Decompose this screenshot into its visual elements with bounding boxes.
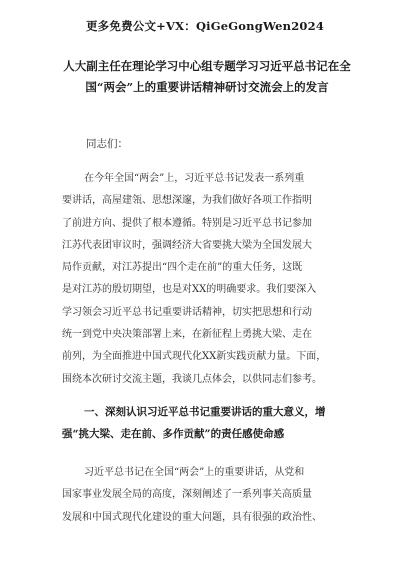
body-paragraph [62,462,356,529]
paragraph-line: 局作贡献，对江苏提出“四个走在前”的重大任务，这既 [62,262,303,274]
heading-line: 强“挑大梁、走在前、多作贡献”的责任感使命感 [62,428,285,440]
paragraph-line: 要讲话，高屋建瓴、思想深邃，为我们做好各项工作指明 [62,195,312,207]
paragraph-line: 统一到党中央决策部署上来，在新征程上勇挑大梁、走在 [62,329,312,341]
paragraph-line: 习近平总书记在全国“两会”上的重要讲话，从党和 [84,467,305,478]
paragraph-line: 发展和中国式现代化建设的重大问题，具有很强的政治性、 [62,511,322,523]
paragraph-line: 是对江苏的殷切期望，也是对XX的明确要求。我们要深入 [62,284,317,296]
paragraph-line: 围绕本次研讨交流主题，我谈几点体会，以供同志们参考。 [62,373,322,385]
watermark-header: 更多免费公文+VX：QiGeGongWen2024 [85,19,325,33]
section-heading [62,401,356,445]
paragraph-line: 在今年全国“两会”上，习近平总书记发表一系列重 [84,173,305,184]
heading-line: 一、深刻认识习近平总书记重要讲话的重大意义，增 [84,406,326,418]
paragraph-line: 江苏代表团审议时，强调经济大省要挑大梁为全国发展大 [62,239,312,251]
salutation: 同志们： [86,138,128,150]
title-line: 人大副主任在理论学习中心组专题学习习近平总书记在全 [63,59,351,73]
paragraph-line: 国家事业发展全局的高度，深刻阐述了一系列事关高质量 [62,489,312,501]
paragraph-line: 了前进方向、提供了根本遵循。特别是习近平总书记参加 [62,217,312,229]
document-title [52,56,362,98]
paragraph-line: 前列，为全面推进中国式现代化XX新实践贡献力量。下面， [62,351,327,363]
paragraph-line: 学习领会习近平总书记重要讲话精神，切实把思想和行动 [62,306,312,318]
title-line: 国“两会”上的重要讲话精神研讨交流会上的发言 [85,80,329,94]
body-paragraph [62,168,356,391]
